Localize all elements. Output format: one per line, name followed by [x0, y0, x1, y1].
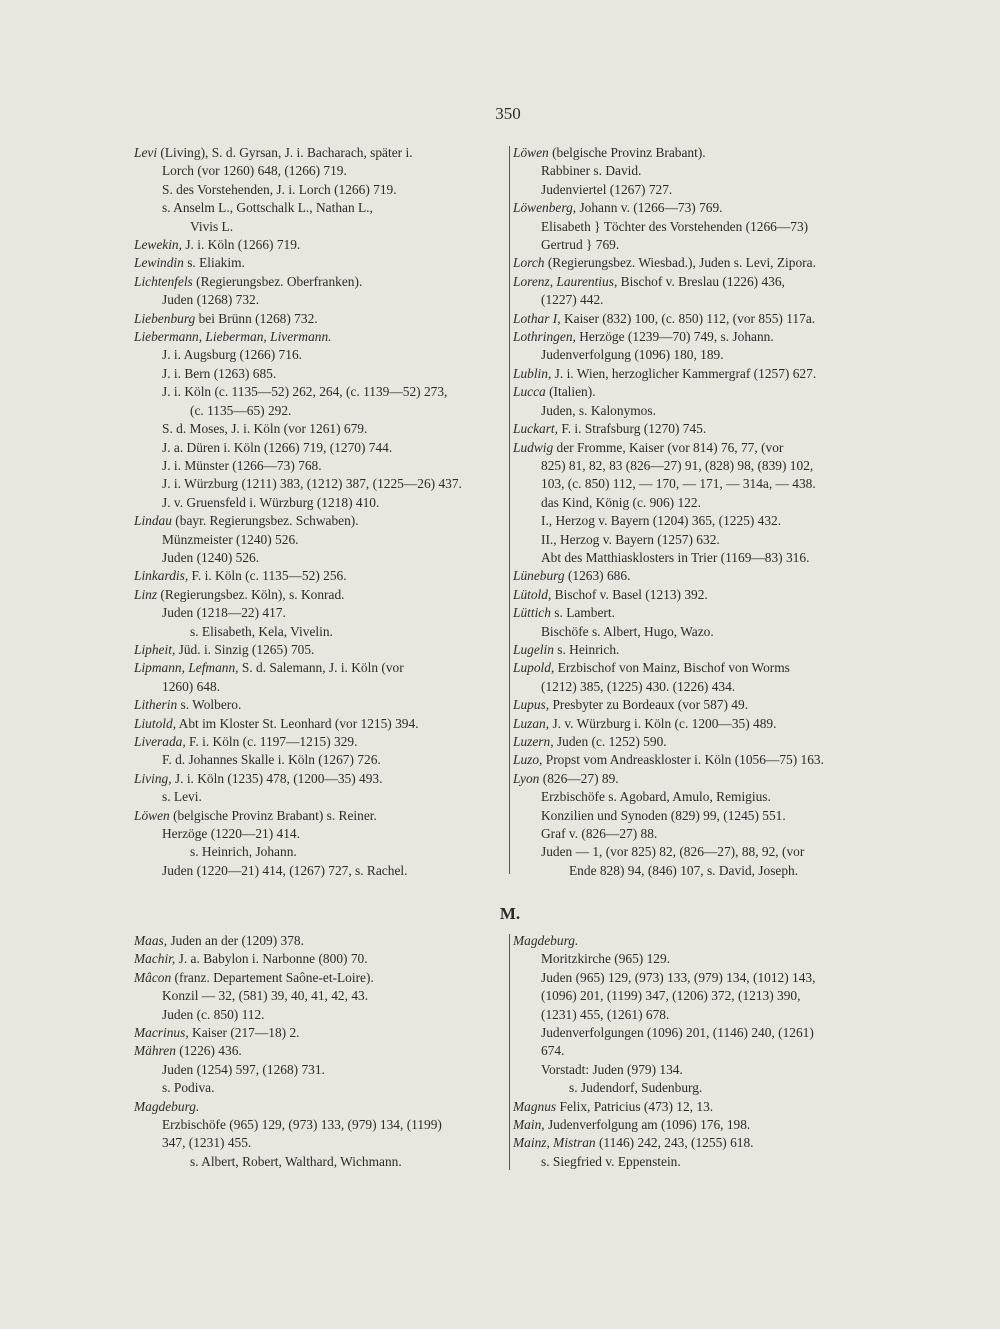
index-entry	[513, 932, 893, 950]
index-entry	[513, 1079, 893, 1097]
entry-headword: Macrinus,	[134, 1025, 189, 1041]
index-entry	[134, 1061, 504, 1079]
index-entry	[513, 420, 893, 438]
entry-text: (Regierungsbez. Köln), s. Konrad.	[157, 586, 345, 602]
entry-text: Herzöge (1239—70) 749, s. Johann.	[575, 329, 774, 345]
entry-text: Erzbischöfe (965) 129, (973) 133, (979) 134, (1199)	[162, 1117, 442, 1133]
index-entry	[513, 549, 893, 567]
index-entry	[513, 862, 893, 880]
index-entry	[134, 770, 504, 788]
index-entry	[134, 457, 504, 475]
entry-headword: Lewindin	[134, 255, 184, 271]
index-entry	[513, 1098, 893, 1116]
index-entry	[134, 1006, 504, 1024]
index-entry	[513, 328, 893, 346]
entry-text: J. i. Wien, herzoglicher Kammergraf (1257) 627.	[551, 365, 817, 381]
entry-text: s. Anselm L., Gottschalk L., Nathan L.,	[162, 200, 373, 216]
section-letter: M.	[499, 904, 521, 923]
entry-text: Judenviertel (1267) 727.	[541, 181, 673, 197]
entry-text: Juden (1220—21) 414, (1267) 727, s. Rachel.	[162, 862, 408, 878]
entry-text: (bayr. Regierungsbez. Schwaben).	[171, 513, 359, 529]
entry-text: F. i. Köln (c. 1197—1215) 329.	[185, 734, 358, 749]
index-column-right-bottom	[513, 932, 893, 1171]
entry-text: Konzil — 32, (581) 39, 40, 41, 42, 43.	[162, 988, 369, 1004]
index-column-right-top	[513, 144, 893, 880]
index-entry	[134, 365, 504, 383]
entry-text: s. Wolbero.	[177, 697, 242, 713]
entry-text: s. Levi.	[162, 789, 202, 805]
entry-text: S. d. Salemann, J. i. Köln (vor	[238, 660, 404, 676]
entry-headword: Lindau	[134, 513, 172, 529]
index-entry	[134, 715, 504, 733]
entry-text: (Living), S. d. Gyrsan, J. i. Bacharach, später i.	[157, 145, 413, 160]
entry-text: J. i. Köln (1235) 478, (1200—35) 493.	[171, 770, 383, 786]
index-entry	[134, 254, 504, 272]
entry-headword: Löwenberg,	[513, 200, 577, 216]
index-entry	[134, 969, 504, 987]
entry-headword: Lipheit,	[134, 641, 176, 657]
index-entry	[134, 512, 504, 530]
index-entry	[134, 199, 504, 217]
index-entry	[134, 218, 504, 236]
index-entry	[134, 383, 504, 401]
index-entry	[134, 567, 504, 585]
entry-text: J. a. Babylon i. Narbonne (800) 70.	[175, 951, 368, 967]
index-entry	[134, 162, 504, 180]
entry-text: (1096) 201, (1199) 347, (1206) 372, (1213) 390,	[541, 988, 801, 1004]
entry-text: Münzmeister (1240) 526.	[162, 531, 299, 547]
index-entry	[134, 1042, 504, 1060]
index-entry	[513, 162, 893, 180]
entry-headword: Lucca	[513, 384, 546, 400]
entry-text: Johann v. (1266—73) 769.	[576, 200, 723, 216]
entry-text: Judenverfolgung am (1096) 176, 198.	[544, 1117, 751, 1133]
index-entry	[134, 751, 504, 769]
index-entry	[134, 494, 504, 512]
index-entry	[134, 402, 504, 420]
index-entry	[513, 825, 893, 843]
index-entry	[513, 1061, 893, 1079]
index-entry	[134, 604, 504, 622]
entry-text: (belgische Provinz Brabant).	[548, 145, 706, 160]
entry-text: Ende 828) 94, (846) 107, s. David, Joseph.	[569, 862, 799, 878]
entry-text: s. Siegfried v. Eppenstein.	[541, 1153, 681, 1169]
entry-text: (belgische Provinz Brabant) s. Reiner.	[169, 807, 377, 823]
entry-headword: Living,	[134, 770, 172, 786]
index-entry	[134, 291, 504, 309]
entry-headword: Linz	[134, 586, 158, 602]
entry-text: J. i. Köln (1266) 719.	[181, 237, 301, 253]
index-entry	[513, 788, 893, 806]
entry-text: Elisabeth } Töchter des Vorstehenden (1266—73)	[541, 218, 809, 234]
entry-headword: Lothringen,	[513, 329, 576, 345]
index-entry	[513, 843, 893, 861]
entry-text: der Fromme, Kaiser (vor 814) 76, 77, (vor	[553, 439, 784, 455]
entry-text: Lorch (vor 1260) 648, (1266) 719.	[162, 163, 347, 179]
entry-headword: Liverada,	[134, 734, 186, 749]
entry-headword: Magnus	[513, 1098, 557, 1114]
index-entry	[134, 1098, 504, 1116]
index-entry	[134, 659, 504, 677]
entry-headword: Lüttich	[513, 605, 551, 621]
index-entry	[134, 807, 504, 825]
entry-text: Kaiser (217—18) 2.	[188, 1025, 300, 1041]
index-entry	[134, 531, 504, 549]
entry-text: Juden, s. Kalonymos.	[541, 402, 656, 418]
index-entry	[513, 273, 893, 291]
entry-text: Vorstadt: Juden (979) 134.	[541, 1061, 683, 1077]
index-entry	[513, 310, 893, 328]
index-entry	[134, 623, 504, 641]
entry-text: S. d. Moses, J. i. Köln (vor 1261) 679.	[162, 421, 368, 437]
index-entry	[134, 1079, 504, 1097]
index-entry	[513, 586, 893, 604]
entry-headword: Liebermann, Lieberman, Livermann.	[134, 329, 332, 345]
entry-text: 1260) 648.	[162, 678, 221, 694]
entry-headword: Luzan,	[513, 715, 550, 731]
index-entry	[513, 770, 893, 788]
entry-headword: Litherin	[134, 697, 178, 713]
entry-text: I., Herzog v. Bayern (1204) 365, (1225) 432.	[541, 513, 782, 529]
entry-text: J. i. Augsburg (1266) 716.	[162, 347, 302, 363]
entry-headword: Luzern,	[513, 734, 554, 749]
entry-headword: Lyon	[513, 770, 540, 786]
entry-text: 103, (c. 850) 112, — 170, — 171, — 314a, — 438.	[541, 476, 816, 492]
index-entry	[134, 862, 504, 880]
index-entry	[513, 383, 893, 401]
entry-text: Erzbischof von Mainz, Bischof von Worms	[554, 660, 790, 676]
index-entry	[134, 181, 504, 199]
entry-text: Konzilien und Synoden (829) 99, (1245) 551.	[541, 807, 786, 823]
index-entry	[134, 788, 504, 806]
entry-text: s. Eliakim.	[183, 255, 245, 271]
index-entry	[134, 144, 504, 162]
entry-text: (1146) 242, 243, (1255) 618.	[595, 1135, 754, 1151]
index-entry	[513, 969, 893, 987]
entry-headword: Magdeburg.	[134, 1098, 200, 1114]
entry-text: Juden (c. 1252) 590.	[553, 734, 667, 749]
entry-text: s. Lambert.	[550, 605, 615, 621]
entry-text: Herzöge (1220—21) 414.	[162, 826, 300, 842]
index-entry	[134, 678, 504, 696]
entry-headword: Machir,	[134, 951, 176, 967]
index-entry	[513, 457, 893, 475]
index-entry	[513, 678, 893, 696]
index-entry	[134, 932, 504, 950]
index-entry	[513, 715, 893, 733]
entry-headword: Lipmann, Lefmann,	[134, 660, 239, 676]
index-entry	[513, 807, 893, 825]
index-entry	[513, 751, 893, 769]
index-entry	[513, 402, 893, 420]
entry-headword: Lupus,	[513, 697, 550, 713]
entry-text: Juden (1268) 732.	[162, 292, 260, 308]
entry-text: (826—27) 89.	[539, 770, 619, 786]
entry-text: J. a. Düren i. Köln (1266) 719, (1270) 744.	[162, 439, 393, 455]
entry-text: (Regierungsbez. Wiesbad.), Juden s. Levi, Zipora.	[544, 255, 816, 271]
index-column-left-bottom	[134, 932, 504, 1171]
entry-text: Rabbiner s. David.	[541, 163, 642, 179]
index-entry	[513, 439, 893, 457]
index-entry	[134, 1134, 504, 1152]
index-entry	[513, 641, 893, 659]
entry-text: II., Herzog v. Bayern (1257) 632.	[541, 531, 720, 547]
entry-text: Gertrud } 769.	[541, 237, 620, 253]
entry-text: Bischöfe s. Albert, Hugo, Wazo.	[541, 623, 714, 639]
entry-text: bei Brünn (1268) 732.	[195, 310, 318, 326]
index-entry	[134, 439, 504, 457]
entry-text: J. i. Würzburg (1211) 383, (1212) 387, (1225—26) 437.	[162, 476, 462, 492]
entry-text: s. Heinrich, Johann.	[190, 844, 297, 860]
entry-text: Kaiser (832) 100, (c. 850) 112, (vor 855) 117a.	[560, 310, 816, 326]
index-entry	[513, 236, 893, 254]
index-entry	[134, 641, 504, 659]
entry-text: Presbyter zu Bordeaux (vor 587) 49.	[549, 697, 749, 713]
index-entry	[134, 346, 504, 364]
entry-headword: Levi	[134, 145, 158, 160]
entry-text: Bischof v. Breslau (1226) 436,	[617, 273, 785, 289]
index-entry	[134, 825, 504, 843]
index-entry	[513, 181, 893, 199]
entry-text: Juden (965) 129, (973) 133, (979) 134, (1012) 143,	[541, 969, 816, 985]
entry-headword: Mâcon	[134, 969, 172, 985]
entry-text: J. i. Münster (1266—73) 768.	[162, 457, 322, 473]
entry-text: Abt im Kloster St. Leonhard (vor 1215) 394.	[176, 715, 419, 731]
entry-headword: Lugelin	[513, 641, 554, 657]
index-entry	[134, 475, 504, 493]
index-entry	[134, 586, 504, 604]
entry-headword: Luckart,	[513, 421, 559, 437]
index-entry	[134, 1116, 504, 1134]
entry-headword: Löwen	[134, 807, 170, 823]
entry-text: Juden (1240) 526.	[162, 549, 260, 565]
entry-headword: Mähren	[134, 1043, 176, 1059]
entry-headword: Lichtenfels	[134, 273, 193, 289]
index-entry	[134, 987, 504, 1005]
index-entry	[513, 604, 893, 622]
index-entry	[513, 365, 893, 383]
entry-headword: Lothar I,	[513, 310, 561, 326]
column-divider	[509, 934, 510, 1170]
index-entry	[134, 420, 504, 438]
index-entry	[513, 1006, 893, 1024]
entry-headword: Löwen	[513, 145, 549, 160]
entry-headword: Lublin,	[513, 365, 552, 381]
entry-text: Erzbischöfe s. Agobard, Amulo, Remigius.	[541, 789, 771, 805]
entry-text: (Regierungsbez. Oberfranken).	[192, 273, 363, 289]
column-divider	[509, 146, 510, 874]
index-entry	[513, 733, 893, 751]
index-entry	[513, 567, 893, 585]
entry-headword: Lupold,	[513, 660, 555, 676]
index-entry	[513, 512, 893, 530]
entry-text: (1231) 455, (1261) 678.	[541, 1006, 670, 1022]
entry-text: Moritzkirche (965) 129.	[541, 951, 671, 967]
entry-text: s. Albert, Robert, Walthard, Wichmann.	[190, 1153, 402, 1169]
index-entry	[134, 236, 504, 254]
index-entry	[513, 1134, 893, 1152]
index-entry	[134, 1024, 504, 1042]
entry-text: Vivis L.	[190, 218, 234, 234]
entry-text: (1227) 442.	[541, 292, 604, 308]
entry-text: Bischof v. Basel (1213) 392.	[551, 586, 708, 602]
index-entry	[134, 328, 504, 346]
index-entry	[513, 987, 893, 1005]
index-entry	[134, 733, 504, 751]
entry-text: Judenverfolgung (1096) 180, 189.	[541, 347, 724, 363]
entry-headword: Lewekin,	[134, 237, 182, 253]
entry-headword: Lorenz, Laurentius,	[513, 273, 618, 289]
entry-headword: Lütold,	[513, 586, 552, 602]
index-entry	[513, 144, 893, 162]
entry-text: s. Judendorf, Sudenburg.	[569, 1080, 703, 1096]
entry-text: J. i. Köln (c. 1135—52) 262, 264, (c. 1139—52) 273,	[162, 384, 448, 400]
entry-headword: Luzo,	[513, 752, 543, 768]
entry-headword: Main,	[513, 1117, 545, 1133]
entry-text: S. des Vorstehenden, J. i. Lorch (1266) 719.	[162, 181, 397, 197]
entry-text: Felix, Patricius (473) 12, 13.	[556, 1098, 714, 1114]
index-entry	[513, 254, 893, 272]
entry-text: F. i. Köln (c. 1135—52) 256.	[188, 568, 347, 584]
index-entry	[513, 199, 893, 217]
entry-text: Juden (c. 850) 112.	[162, 1006, 265, 1022]
entry-text: 674.	[541, 1043, 565, 1059]
entry-text: Juden — 1, (vor 825) 82, (826—27), 88, 92, (vor	[541, 844, 805, 860]
entry-text: (c. 1135—65) 292.	[190, 402, 292, 418]
entry-headword: Mainz, Mistran	[513, 1135, 596, 1151]
entry-text: (1212) 385, (1225) 430. (1226) 434.	[541, 678, 736, 694]
index-entry	[513, 659, 893, 677]
entry-text: Graf v. (826—27) 88.	[541, 826, 658, 842]
entry-text: (Italien).	[545, 384, 596, 400]
entry-text: das Kind, König (c. 906) 122.	[541, 494, 701, 510]
entry-text: Jüd. i. Sinzig (1265) 705.	[175, 641, 315, 657]
entry-text: 347, (1231) 455.	[162, 1135, 252, 1151]
entry-text: (1263) 686.	[564, 568, 631, 584]
index-entry	[513, 1042, 893, 1060]
index-entry	[134, 696, 504, 714]
entry-headword: Lüneburg	[513, 568, 565, 584]
entry-text: Juden (1254) 597, (1268) 731.	[162, 1061, 325, 1077]
index-entry	[513, 950, 893, 968]
entry-text: F. d. Johannes Skalle i. Köln (1267) 726.	[162, 752, 381, 768]
index-entry	[513, 475, 893, 493]
index-entry	[134, 549, 504, 567]
index-entry	[513, 1116, 893, 1134]
entry-text: F. i. Strafsburg (1270) 745.	[558, 421, 707, 437]
entry-text: (franz. Departement Saône-et-Loire).	[171, 969, 374, 985]
entry-text: s. Podiva.	[162, 1080, 215, 1096]
entry-headword: Ludwig	[513, 439, 554, 455]
index-entry	[134, 843, 504, 861]
entry-text: Judenverfolgungen (1096) 201, (1146) 240, (1261)	[541, 1025, 814, 1041]
entry-text: s. Heinrich.	[553, 641, 620, 657]
index-entry	[513, 696, 893, 714]
entry-text: Juden an der (1209) 378.	[167, 933, 304, 948]
index-entry	[513, 623, 893, 641]
index-entry	[134, 310, 504, 328]
entry-text: Abt des Matthiasklosters in Trier (1169—83) 316.	[541, 549, 810, 565]
entry-text: J. v. Gruensfeld i. Würzburg (1218) 410.	[162, 494, 380, 510]
entry-headword: Maas,	[134, 933, 168, 948]
index-entry	[513, 291, 893, 309]
index-entry	[134, 1153, 504, 1171]
index-entry	[513, 346, 893, 364]
entry-headword: Linkardis,	[134, 568, 189, 584]
index-entry	[513, 1024, 893, 1042]
index-column-left-top	[134, 144, 504, 880]
entry-text: 825) 81, 82, 83 (826—27) 91, (828) 98, (839) 102,	[541, 457, 814, 473]
index-entry	[513, 531, 893, 549]
entry-headword: Liebenburg	[134, 310, 196, 326]
index-entry	[134, 273, 504, 291]
entry-text: J. v. Würzburg i. Köln (c. 1200—35) 489.	[549, 715, 777, 731]
page-number: 350	[495, 104, 521, 123]
index-entry	[513, 1153, 893, 1171]
entry-headword: Liutold,	[134, 715, 177, 731]
index-entry	[513, 218, 893, 236]
entry-headword: Magdeburg.	[513, 933, 579, 948]
entry-text: J. i. Bern (1263) 685.	[162, 365, 277, 381]
index-entry	[513, 494, 893, 512]
entry-headword: Lorch	[513, 255, 545, 271]
index-entry	[134, 950, 504, 968]
entry-text: (1226) 436.	[175, 1043, 242, 1059]
entry-text: s. Elisabeth, Kela, Vivelin.	[190, 623, 333, 639]
entry-text: Juden (1218—22) 417.	[162, 605, 286, 621]
entry-text: Propst vom Andreaskloster i. Köln (1056—75) 163.	[542, 752, 824, 768]
